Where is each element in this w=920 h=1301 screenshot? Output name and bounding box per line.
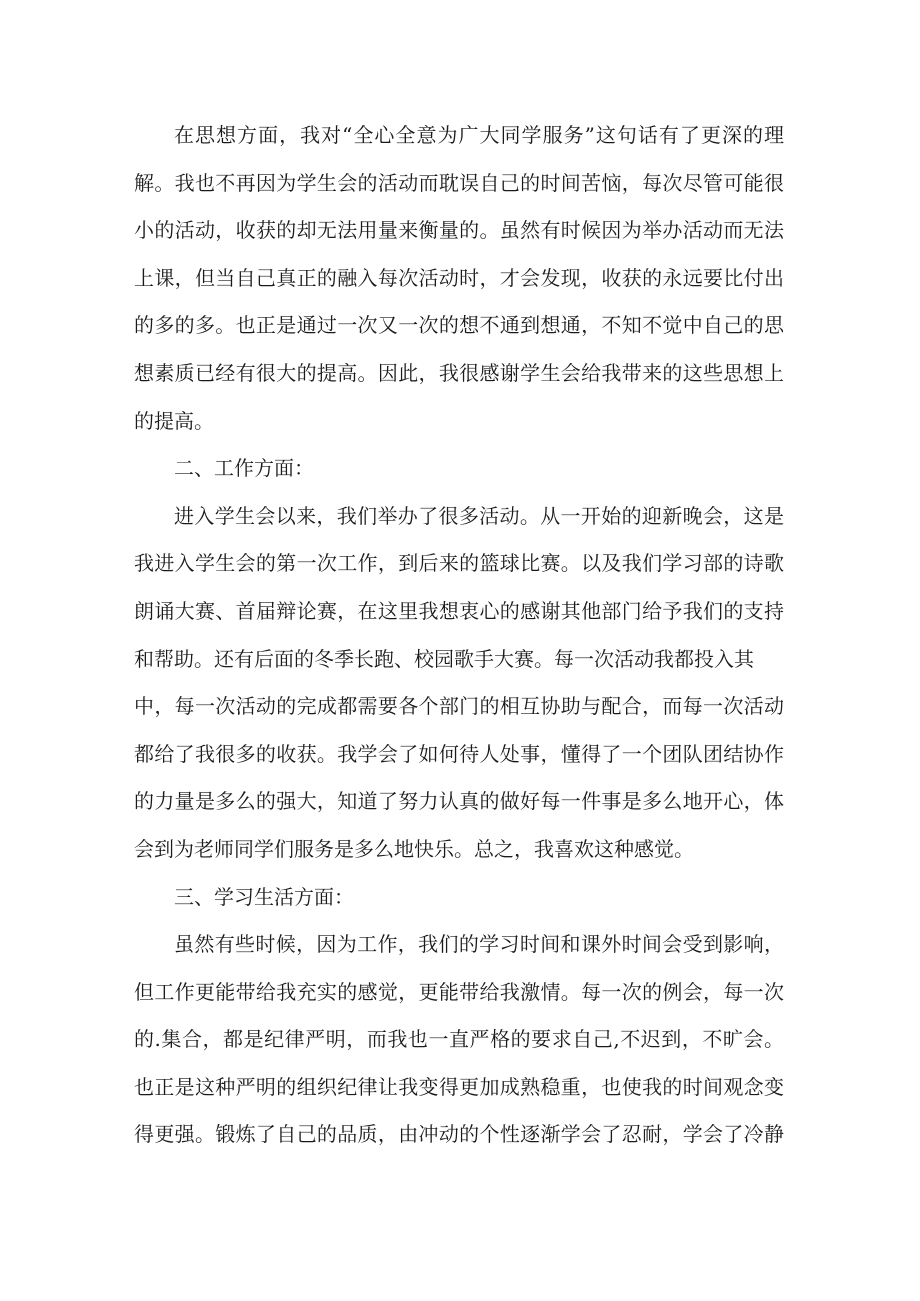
text-line: 的多的多。也正是通过一次又一次的想不通到想通，不知不觉中自己的思	[134, 313, 784, 338]
text-line: 朗诵大赛、首届辩论赛，在这里我想衷心的感谢其他部门给予我们的支持	[134, 598, 784, 623]
text-line: 都给了我很多的收获。我学会了如何待人处事，懂得了一个团队团结协作	[134, 741, 784, 766]
text-line: 三、学习生活方面：	[174, 884, 354, 909]
text-line: 得更强。锻炼了自己的品质，由冲动的个性逐渐学会了忍耐，学会了冷静	[134, 1122, 784, 1147]
text-line: 的力量是多么的强大，知道了努力认真的做好每一件事是多么地开心，体	[134, 789, 784, 814]
text-line: 的.集合，都是纪律严明，而我也一直严格的要求自己,不迟到，不旷会。	[134, 1027, 784, 1052]
text-line: 但工作更能带给我充实的感觉，更能带给我激情。每一次的例会，每一次	[134, 979, 784, 1004]
text-line: 我进入学生会的第一次工作，到后来的篮球比赛。以及我们学习部的诗歌	[134, 551, 784, 576]
text-line: 在思想方面，我对“全心全意为广大同学服务”这句话有了更深的理	[174, 123, 784, 147]
text-line: 小的活动，收获的却无法用量来衡量的。虽然有时候因为举办活动而无法	[134, 218, 784, 243]
text-line: 也正是这种严明的组织纪律让我变得更加成熟稳重，也使我的时间观念变	[134, 1074, 784, 1099]
text-line: 会到为老师同学们服务是多么地快乐。总之，我喜欢这种感觉。	[134, 836, 694, 861]
text-line: 解。我也不再因为学生会的活动而耽误自己的时间苦恼，每次尽管可能很	[134, 170, 784, 195]
text-line: 二、工作方面：	[174, 456, 314, 481]
text-line: 中，每一次活动的完成都需要各个部门的相互协助与配合，而每一次活动	[134, 694, 784, 719]
text-line: 的提高。	[134, 408, 214, 433]
text-line: 和帮助。还有后面的冬季长跑、校园歌手大赛。每一次活动我都投入其	[134, 646, 754, 671]
document-body	[134, 112, 784, 1159]
text-line: 虽然有些时候，因为工作，我们的学习时间和课外时间会受到影响，	[174, 932, 784, 957]
text-line: 想素质已经有很大的提高。因此，我很感谢学生会给我带来的这些思想上	[134, 360, 784, 385]
text-line: 上课，但当自己真正的融入每次活动时，才会发现，收获的永远要比付出	[134, 265, 784, 290]
text-line: 进入学生会以来，我们举办了很多活动。从一开始的迎新晚会，这是	[174, 503, 784, 528]
